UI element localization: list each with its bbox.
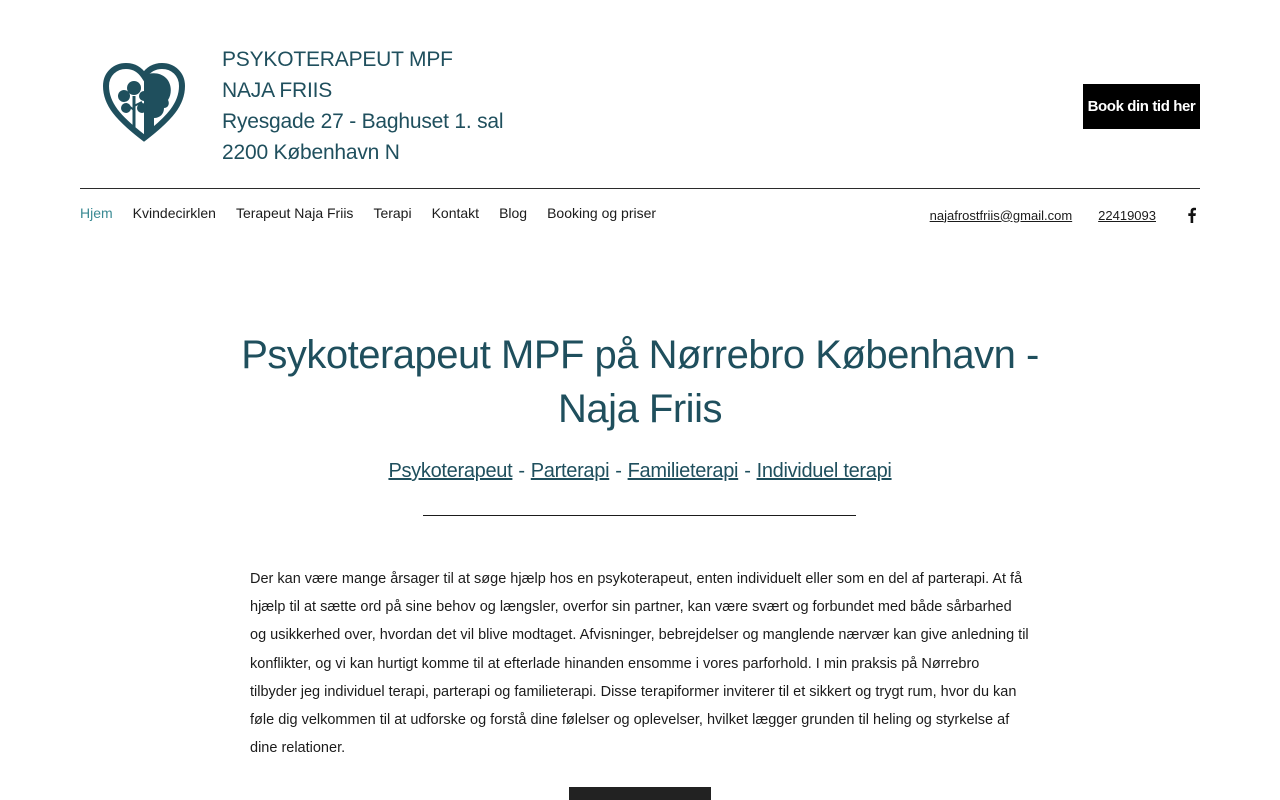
section-divider xyxy=(423,515,856,516)
nav-item-blog[interactable]: Blog xyxy=(499,205,528,221)
main-nav xyxy=(80,205,676,225)
facebook-icon[interactable] xyxy=(1184,207,1200,223)
separator: - xyxy=(615,460,622,482)
nav-item-hjem[interactable]: Hjem xyxy=(80,205,113,221)
contact-row xyxy=(930,205,1200,225)
nav-item-terapi[interactable]: Terapi xyxy=(373,205,412,221)
service-link-psykoterapeut[interactable]: Psykoterapeut xyxy=(388,460,513,482)
email-link[interactable]: najafrostfriis@gmail.com xyxy=(929,207,1073,223)
services-links xyxy=(240,460,1040,483)
service-link-parterapi[interactable]: Parterapi xyxy=(530,460,610,482)
separator: - xyxy=(518,460,525,482)
service-link-individuel-terapi[interactable]: Individuel terapi xyxy=(756,460,892,482)
brand-line-city: 2200 København N xyxy=(222,141,400,164)
nav-item-terapeut[interactable]: Terapeut Naja Friis xyxy=(235,205,354,221)
brand-line-title: PSYKOTERAPEUT MPF xyxy=(222,48,453,71)
nav-item-kvindecirklen[interactable]: Kvindecirklen xyxy=(132,205,216,221)
page-title: Psykoterapeut MPF på Nørrebro København - Naja Friis xyxy=(241,333,1039,431)
service-link-familieterapi[interactable]: Familieterapi xyxy=(627,460,739,482)
nav-item-booking[interactable]: Booking og priser xyxy=(547,205,657,221)
separator: - xyxy=(744,460,751,482)
brand-line-name: NAJA FRIIS xyxy=(222,79,333,102)
intro-paragraph: Der kan være mange årsager til at søge hjælp hos en psykoterapeut, enten individuelt eller som en del af parterapi. At få hjælp til at sætte ord på sine behov og længsler, overfor sin partner, kan være svært og forbundet med både sårbarhed og usikkerhed over, hvordan det vil blive modtaget. Afvisninger, bebrejdelser og manglende nærvær kan give anledning til konflikter, og vi kan hurtigt komme til at efterlade hinanden ensomme i vores parforhold. I min praksis på Nørrebro tilbyder jeg individuel terapi, parterapi og familieterapi. Disse terapiformer inviterer til et sikkert og trygt rum, hvor du kan føle dig velkommen til at udforske og forstå dine følelser og oplevelser, hvilket lægger grunden til heling og styrkelse af dine relationer. xyxy=(250,571,1029,757)
brand-line-address: Ryesgade 27 - Baghuset 1. sal xyxy=(222,110,504,133)
nav-item-kontakt[interactable]: Kontakt xyxy=(431,205,480,221)
book-appointment-button[interactable]: Book din tid her xyxy=(1083,84,1200,129)
logo-icon[interactable] xyxy=(98,60,190,144)
header-divider xyxy=(80,188,1200,189)
cta-button[interactable] xyxy=(569,787,711,800)
phone-link[interactable]: 22419093 xyxy=(1098,207,1156,223)
brand-block xyxy=(222,44,503,168)
